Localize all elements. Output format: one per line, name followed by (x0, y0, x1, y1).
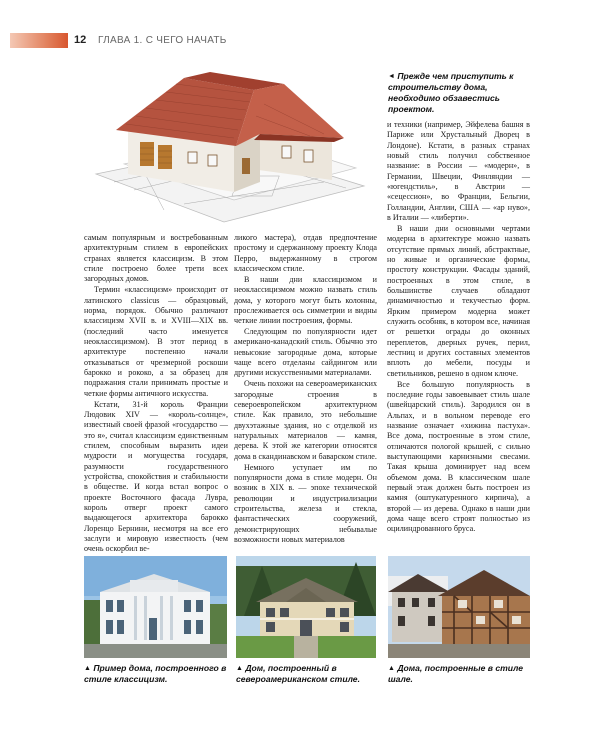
caption-text: Дом, построенный в североамериканском стиле. (236, 663, 360, 684)
paragraph: В наши дни основными чертами модерна в архитектуре можно назвать отсутствие прямых линий, абстрактные, но живые и органические формы, простоту конструкции. Фасады зданий, построенных в этом стиле, в большинстве случаев обладают динамичностью и текучестью форм. Ярким примером модерна может служить особняк, в котором все, начиная от решетки ограды до оконных переплетов, дверных ручек, перил, лестниц и других составных элементов вплоть до мебели, посуды и светильников, решено в одном ключе. (387, 223, 530, 378)
paragraph: Следующим по популярности идет американо-канадский стиль. Обычно это невысокие загородные дома, которые чаще всего отделаны сайдингом или другими искусственными материалами. (234, 327, 377, 378)
paragraph: В наши дни классицизмом и неоклассицизмом можно назвать стиль дома, у которого могут быть колонны, прослеживается ось симметрии и видны четкие линии построения, формы. (234, 274, 377, 326)
top-caption-text: Прежде чем приступить к строительству дома, необходимо обзавестись проектом. (388, 71, 514, 114)
header-color-bar (10, 33, 68, 48)
up-triangle-icon: ▲ (388, 665, 395, 672)
caption-north-american (236, 663, 376, 685)
paragraph: Все большую популярность в последние годы завоевывает стиль шале (швейцарский стиль). Зародился он в Альпах, и в вольном переводе его название означает «хижина пастуха». Все дома, построенные в этом стиле, отличаются пологой крышей, с сильно выступающими карнизными свесами. Такая крыша доминирует над всем объемом дома. В классическом шале первый этаж должен быть построен из камня (оштукатуренного кирпича), а второй — из дерева. Однако в наши дни дома чаще всего строят полностью из оцилиндрованного бруса. (387, 379, 530, 534)
up-triangle-icon: ▲ (236, 665, 243, 672)
paragraph: и техники (например, Эйфелева башня в Париже или Хрустальный Дворец в Лондоне). Кстати, в разных странах новый стиль получил собственное название: в России — «модерн», в Германии, Швеции, Финляндии — «югендстиль», в Австрии — «сецессион», во Франции, Бельгии, Голландии, Англии, США — «ар нуво», в Италии — «либерти». (387, 120, 530, 223)
paragraph: Немного уступает им по популярности дома в стиле модерн. Он возник в XIX в. — эпохе технической революции и индустриализации строительства, железа и стекла, фантастических сооружений, демонстрирующих небывалые возможности новых материалов (234, 462, 377, 544)
chalet-houses-photo (388, 556, 530, 658)
paragraph: Кстати, 31-й король Франции Людовик XIV — «король-солнце», известный своей фразой «государство — это я», считал классицизм единственным стилем, способным выразить идеи мудрости и могущества государя, разумности государственного устройства, спокойствия и стабильности в обществе. И когда встал вопрос о проекте Восточного фасада Лувра, король отверг проект самого выдающегося архитектора барокко Лоренцо Бернини, несмотря на все его заслуги и мировую известность (чем очень оскорбил ве- (84, 399, 228, 554)
top-caption (388, 71, 530, 115)
paragraph: Термин «классицизм» происходит от латинского classicus — образцовый, норма, порядок. Обычно различают классицизм XVII в. и XVIII—XIX вв. (последний часто именуется неоклассицизмом). В этот период в архитектуре постепенно начали отказываться от чрезмерной роскоши барокко и рококо, а за образец для подражания стали принимать простые и четкие формы античного искусства. (84, 285, 228, 398)
house-blueprint-illustration (84, 64, 376, 228)
paragraph: самым популярным и востребованным архитектурным стилем в европейских странах является классицизм. В этом стиле построено более трети всех загородных домов. (84, 233, 228, 284)
text-column-2 (234, 233, 377, 545)
caption-chalet (388, 663, 530, 685)
up-triangle-icon: ▲ (84, 665, 91, 672)
paragraph: Очень похожи на североамериканских загородные строения в североевропейском архитектурном стиле. Как правило, это небольшие двухэтажные здания, но с отделкой из натуральных материалов — камня, дерева. К этой же категории относятся дома в скандинавском и баварском стиле. (234, 379, 377, 461)
caption-classicism (84, 663, 228, 685)
page-number: 12 (74, 34, 87, 46)
north-american-house-photo (236, 556, 376, 658)
text-column-1 (84, 233, 228, 555)
caption-text: Дома, построенные в стиле шале. (388, 663, 524, 684)
paragraph: ликого мастера), отдав предпочтение простому и сдержанному проекту Клода Перро, выдержанному в строгом классическом стиле. (234, 233, 377, 274)
classicism-house-photo (84, 556, 227, 658)
text-column-3 (387, 120, 530, 535)
chapter-title: ГЛАВА 1. С ЧЕГО НАЧАТЬ (98, 35, 227, 46)
caption-text: Пример дома, построенного в стиле классицизм. (84, 663, 227, 684)
left-triangle-icon: ◄ (388, 73, 395, 80)
